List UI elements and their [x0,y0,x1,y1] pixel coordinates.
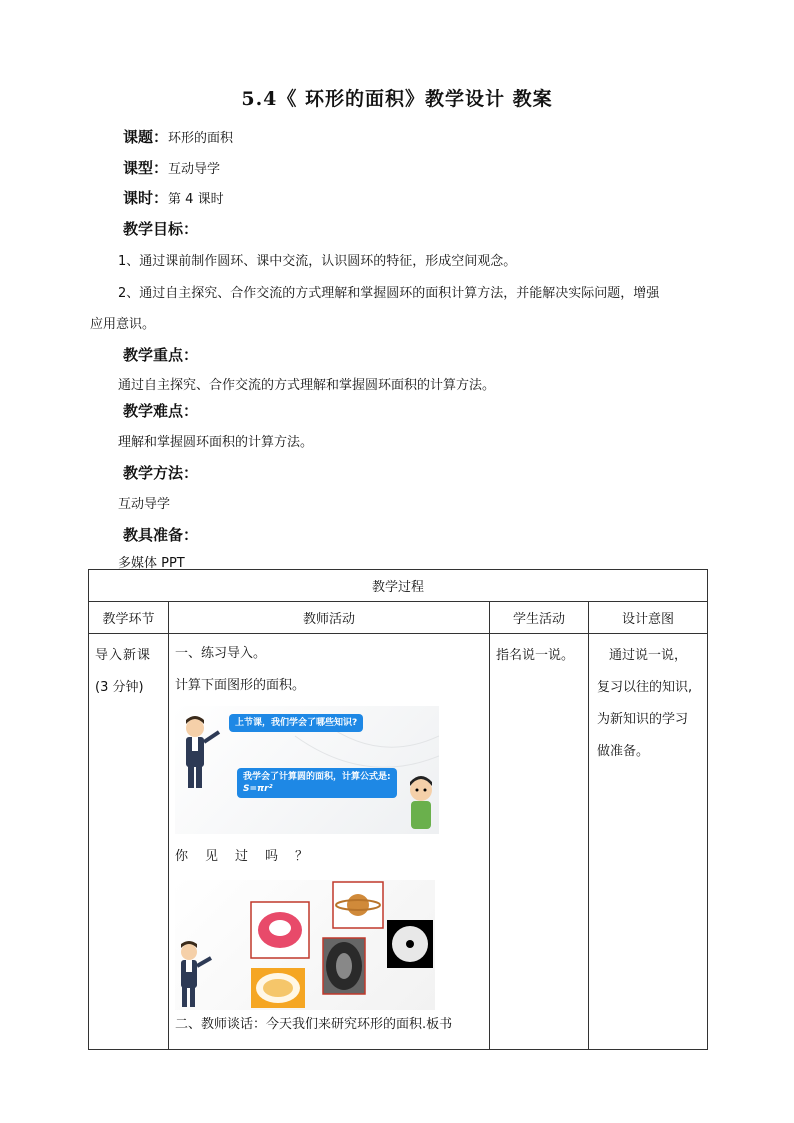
topic-line: 课题：环形的面积 [123,128,234,146]
hours-line: 课时：第 4 课时 [123,189,224,207]
difficulty-heading: 教学难点： [123,402,199,420]
key-point-heading: 教学重点： [123,346,199,364]
review-answer-formula: S=πr² [243,784,273,794]
student-activity: 指名说一说。 [496,648,575,663]
method-text: 互动导学 [118,497,171,512]
tire-icon [323,938,365,994]
tools-text: 多媒体 PPT [118,556,185,571]
tape-roll-icon [251,902,309,958]
teacher-line-1: 一、练习导入。 [175,646,267,661]
stage-duration: (3 分钟) [95,680,144,695]
hours-value: 第 4 课时 [168,192,224,207]
student-cell [490,634,589,1050]
goal-item-2-line-1: 2、通过自主探究、合作交流的方式理解和掌握圆环的面积计算方法，并能解决实际问题，增强 [118,286,660,301]
teacher-line-3: 二、教师谈话：今天我们来研究环形的面积.板书 [175,1017,453,1032]
page-title: 5.4《 环形的面积》教学设计 教案 [241,88,553,110]
goal-item-2-line-2: 应用意识。 [90,317,156,332]
teacher-figure-icon [186,716,219,788]
type-line: 课型：互动导学 [123,159,221,177]
question-line: 你 见 过 吗 ？ [175,849,311,864]
intent-cell [589,634,708,1050]
review-answer-line-1: 我学会了计算圆的面积，计算公式是: [243,772,391,782]
planet-ring-icon [333,882,383,928]
header-teacher: 教师活动 [169,602,490,634]
design-intent: 通过说一说，复习以往的知识,为新知识的学习做准备。 [597,648,693,759]
header-student: 学生活动 [490,602,589,634]
teacher-figure-icon [181,941,211,1007]
teacher-line-2: 计算下面图形的面积。 [175,678,306,693]
difficulty-text: 理解和掌握圆环面积的计算方法。 [118,435,314,450]
header-stage: 教学环节 [89,602,169,634]
ring-examples [175,880,435,1010]
topic-label: 课题 [123,128,154,146]
table-caption: 教学过程 [89,570,708,602]
type-label: 课型 [123,159,154,177]
hours-label: 课时 [123,189,154,207]
goals-heading: 教学目标： [123,220,199,238]
stage-cell [89,634,169,1050]
teacher-cell [169,634,490,1050]
method-heading: 教学方法： [123,464,199,482]
slide-rings-image [175,880,435,1010]
goal-item-1: 1、通过课前制作圆环、课中交流，认识圆环的特征，形成空间观念。 [118,254,517,269]
disc-icon [387,920,433,968]
review-question-bubble: 上节课，我们学会了哪些知识? [229,714,363,732]
key-point-text: 通过自主探究、合作交流的方式理解和掌握圆环面积的计算方法。 [118,378,496,393]
stage-name: 导入新课 [95,648,152,663]
topic-value: 环形的面积 [168,131,234,146]
review-answer-bubble [237,768,397,798]
slide-review-image [175,706,439,834]
lamp-ring-icon [251,968,305,1008]
type-value: 互动导学 [168,162,221,177]
process-table [88,569,708,1050]
tools-heading: 教具准备： [123,526,199,544]
student-figure-icon [410,776,432,829]
header-intent: 设计意图 [589,602,708,634]
